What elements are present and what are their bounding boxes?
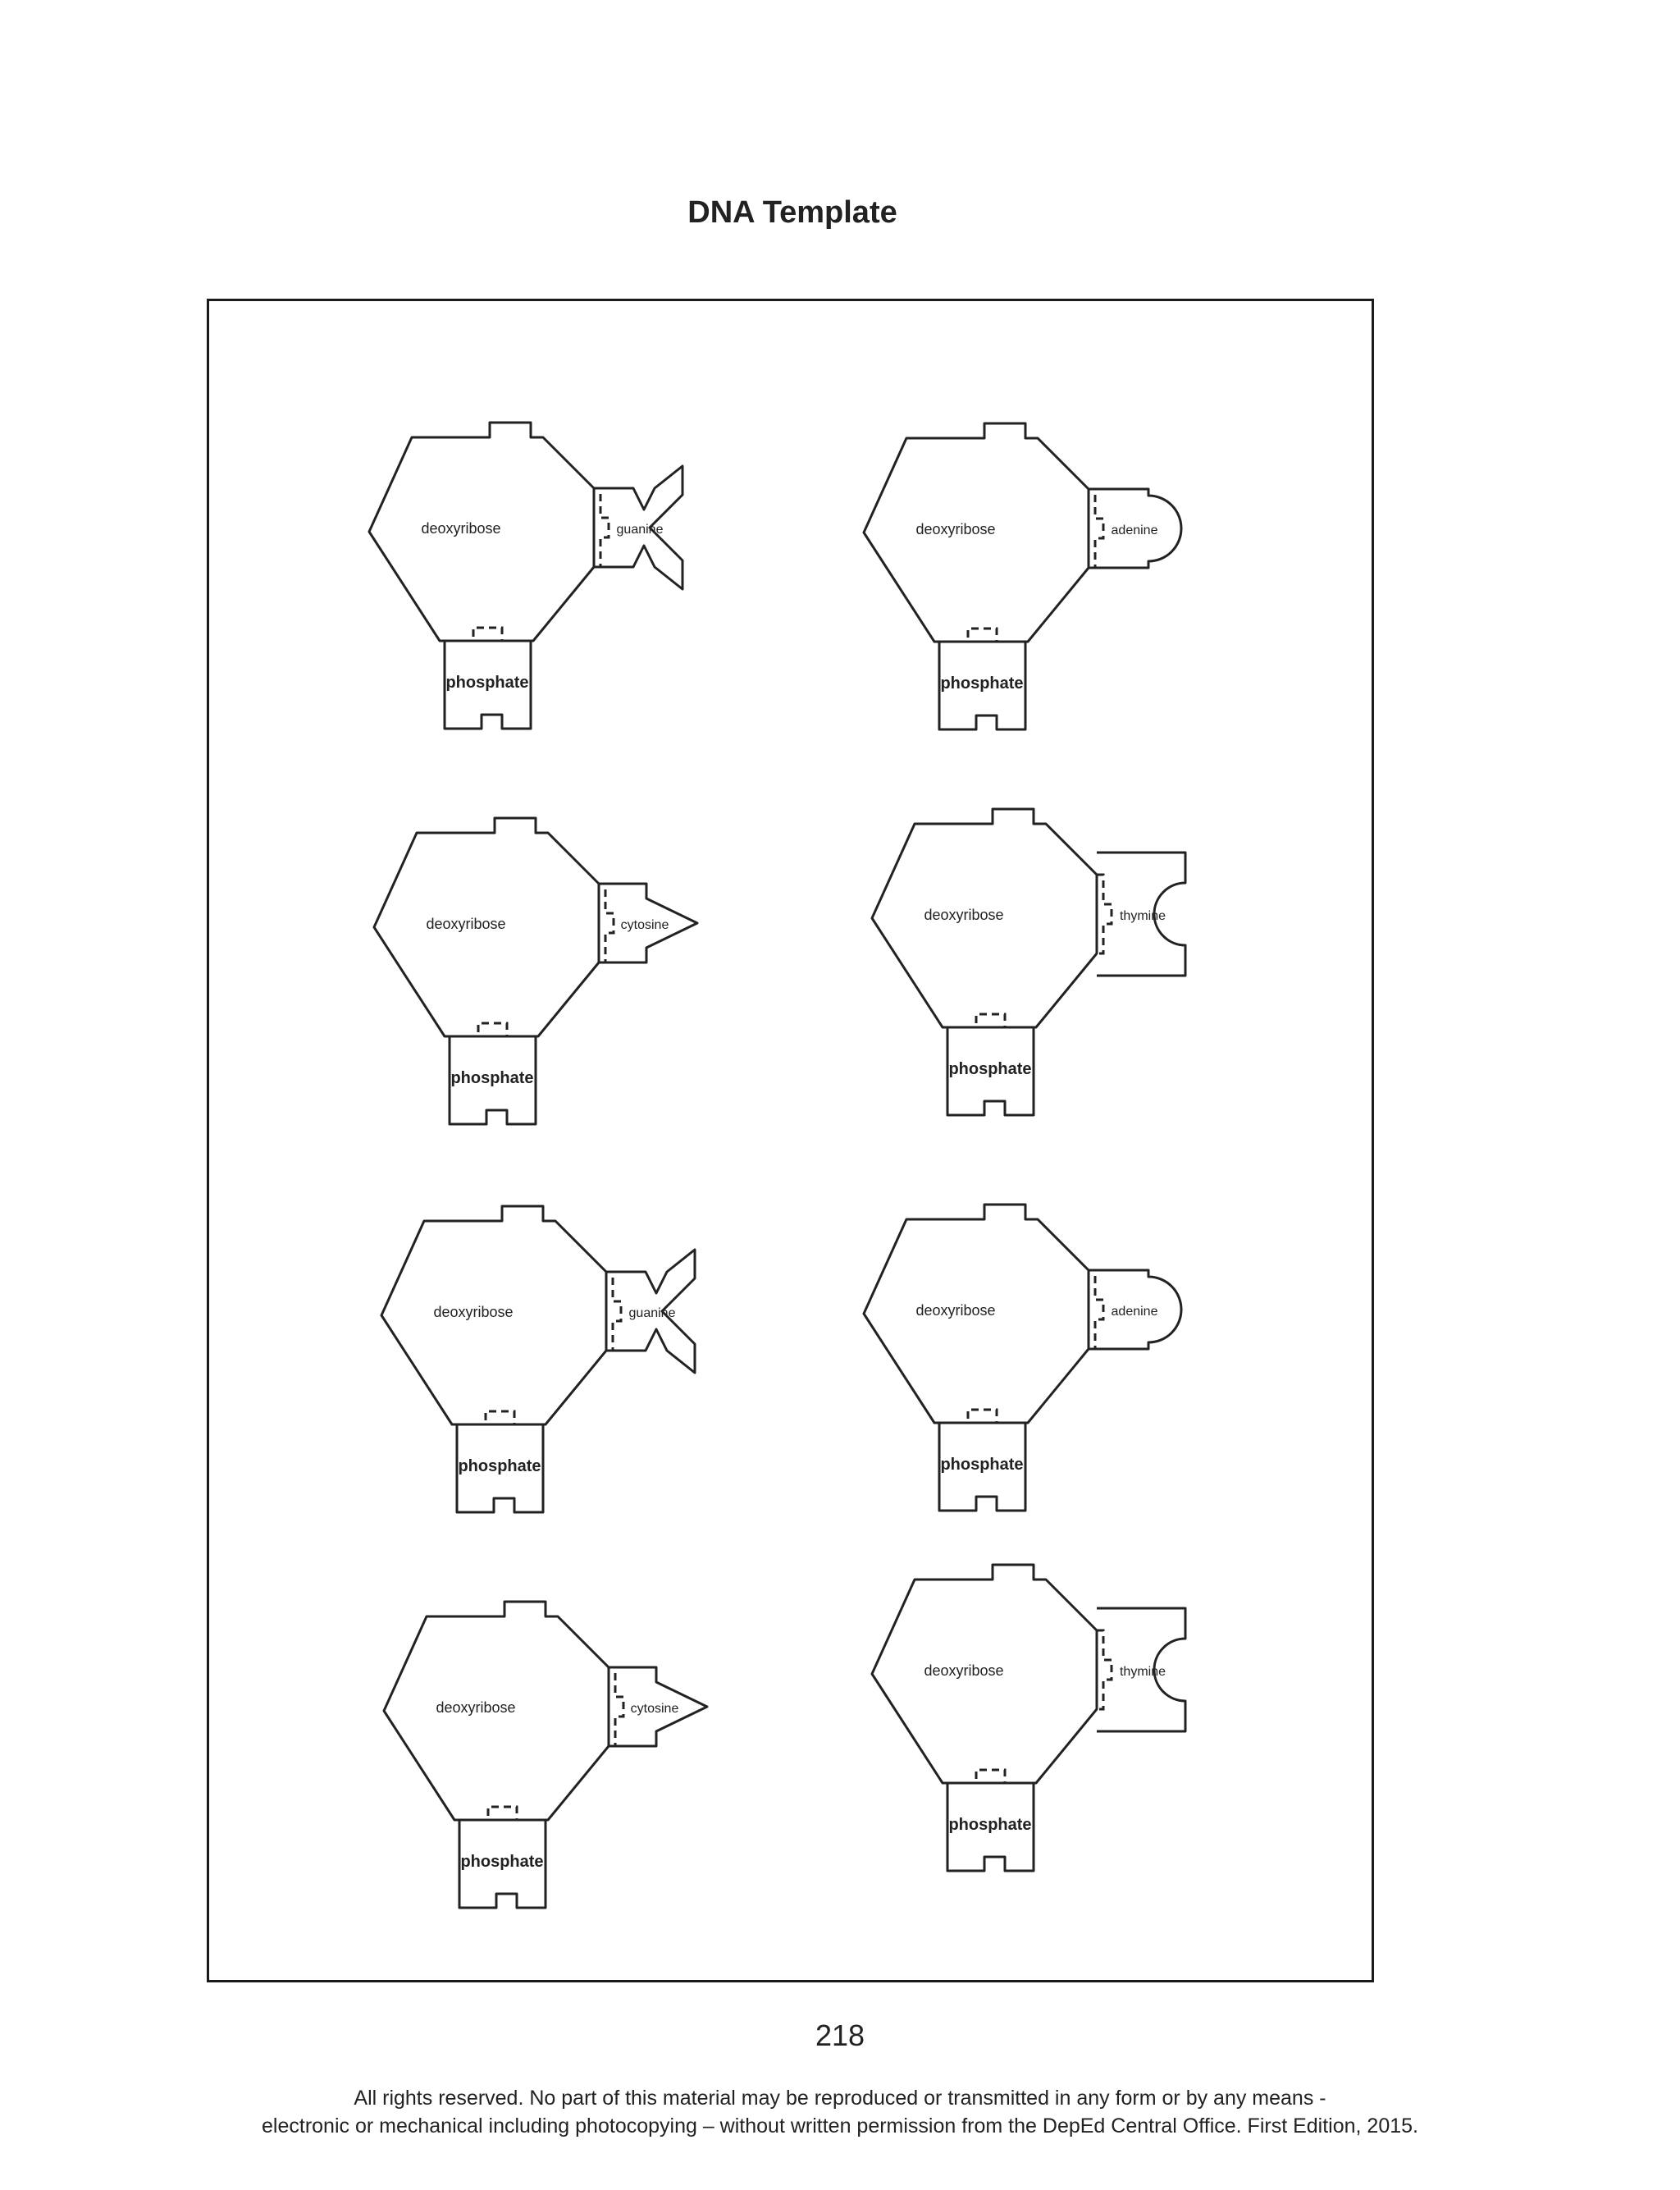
phosphate-label: phosphate	[458, 1457, 541, 1475]
base-label: adenine	[1111, 1305, 1158, 1319]
phosphate-slot-dashed	[453, 628, 523, 641]
deoxyribose-label: deoxyribose	[426, 916, 506, 932]
base-label: guanine	[628, 1306, 676, 1320]
nucleotide-piece	[872, 809, 1185, 1115]
deoxyribose-label: deoxyribose	[433, 1304, 514, 1320]
copyright-line-2: electronic or mechanical including photocopying – without written permission from the DepEd Central Office. First Edition, 2015.	[262, 2115, 1418, 2137]
phosphate-label: phosphate	[948, 1060, 1032, 1078]
base-label: cytosine	[630, 1702, 679, 1716]
deoxyribose-label: deoxyribose	[915, 521, 996, 537]
base-slot-dashed	[1097, 1630, 1112, 1709]
copyright-line-1: All rights reserved. No part of this material may be reproduced or transmitted in any form or by any means -	[354, 2087, 1326, 2110]
phosphate-label: phosphate	[445, 674, 529, 692]
phosphate-slot-dashed	[956, 1014, 1025, 1027]
base-slot-dashed	[606, 1272, 621, 1351]
deoxyribose-label: deoxyribose	[924, 907, 1004, 923]
copyright-notice	[0, 2084, 1680, 2140]
phosphate-label: phosphate	[940, 1456, 1024, 1474]
dna-template-frame	[207, 299, 1374, 1982]
phosphate-slot-dashed	[465, 1411, 535, 1424]
nucleotide-piece	[369, 423, 682, 729]
base-slot-dashed	[1089, 1270, 1103, 1349]
dna-template-cutouts	[209, 301, 1372, 1980]
nucleotide-piece	[872, 1565, 1185, 1871]
deoxyribose-label: deoxyribose	[915, 1302, 996, 1319]
base-slot-dashed	[599, 884, 614, 962]
nucleotide-piece	[864, 423, 1181, 729]
base-slot-dashed	[594, 488, 609, 567]
phosphate-slot-dashed	[947, 629, 1017, 642]
nucleotide-piece	[374, 818, 697, 1124]
base-label: adenine	[1111, 523, 1158, 537]
phosphate-label: phosphate	[450, 1069, 534, 1087]
base-label: cytosine	[620, 918, 669, 932]
phosphate-slot-dashed	[947, 1410, 1017, 1423]
phosphate-label: phosphate	[460, 1853, 544, 1871]
base-label: thymine	[1119, 1665, 1166, 1679]
phosphate-slot-dashed	[468, 1807, 537, 1820]
deoxyribose-label: deoxyribose	[924, 1662, 1004, 1679]
phosphate-label: phosphate	[940, 674, 1024, 693]
phosphate-label: phosphate	[948, 1816, 1032, 1834]
base-slot-dashed	[1089, 489, 1103, 568]
phosphate-slot-dashed	[458, 1023, 527, 1036]
base-label: guanine	[616, 523, 664, 537]
deoxyribose-label: deoxyribose	[436, 1699, 516, 1716]
phosphate-slot-dashed	[956, 1770, 1025, 1783]
base-label: thymine	[1119, 909, 1166, 923]
nucleotide-piece	[384, 1602, 707, 1908]
page-title: DNA Template	[687, 195, 897, 230]
base-slot-dashed	[609, 1667, 623, 1746]
page-number: 218	[815, 2019, 865, 2052]
nucleotide-piece	[864, 1205, 1181, 1511]
base-slot-dashed	[1097, 875, 1112, 953]
deoxyribose-label: deoxyribose	[421, 520, 501, 537]
nucleotide-piece	[381, 1206, 695, 1512]
